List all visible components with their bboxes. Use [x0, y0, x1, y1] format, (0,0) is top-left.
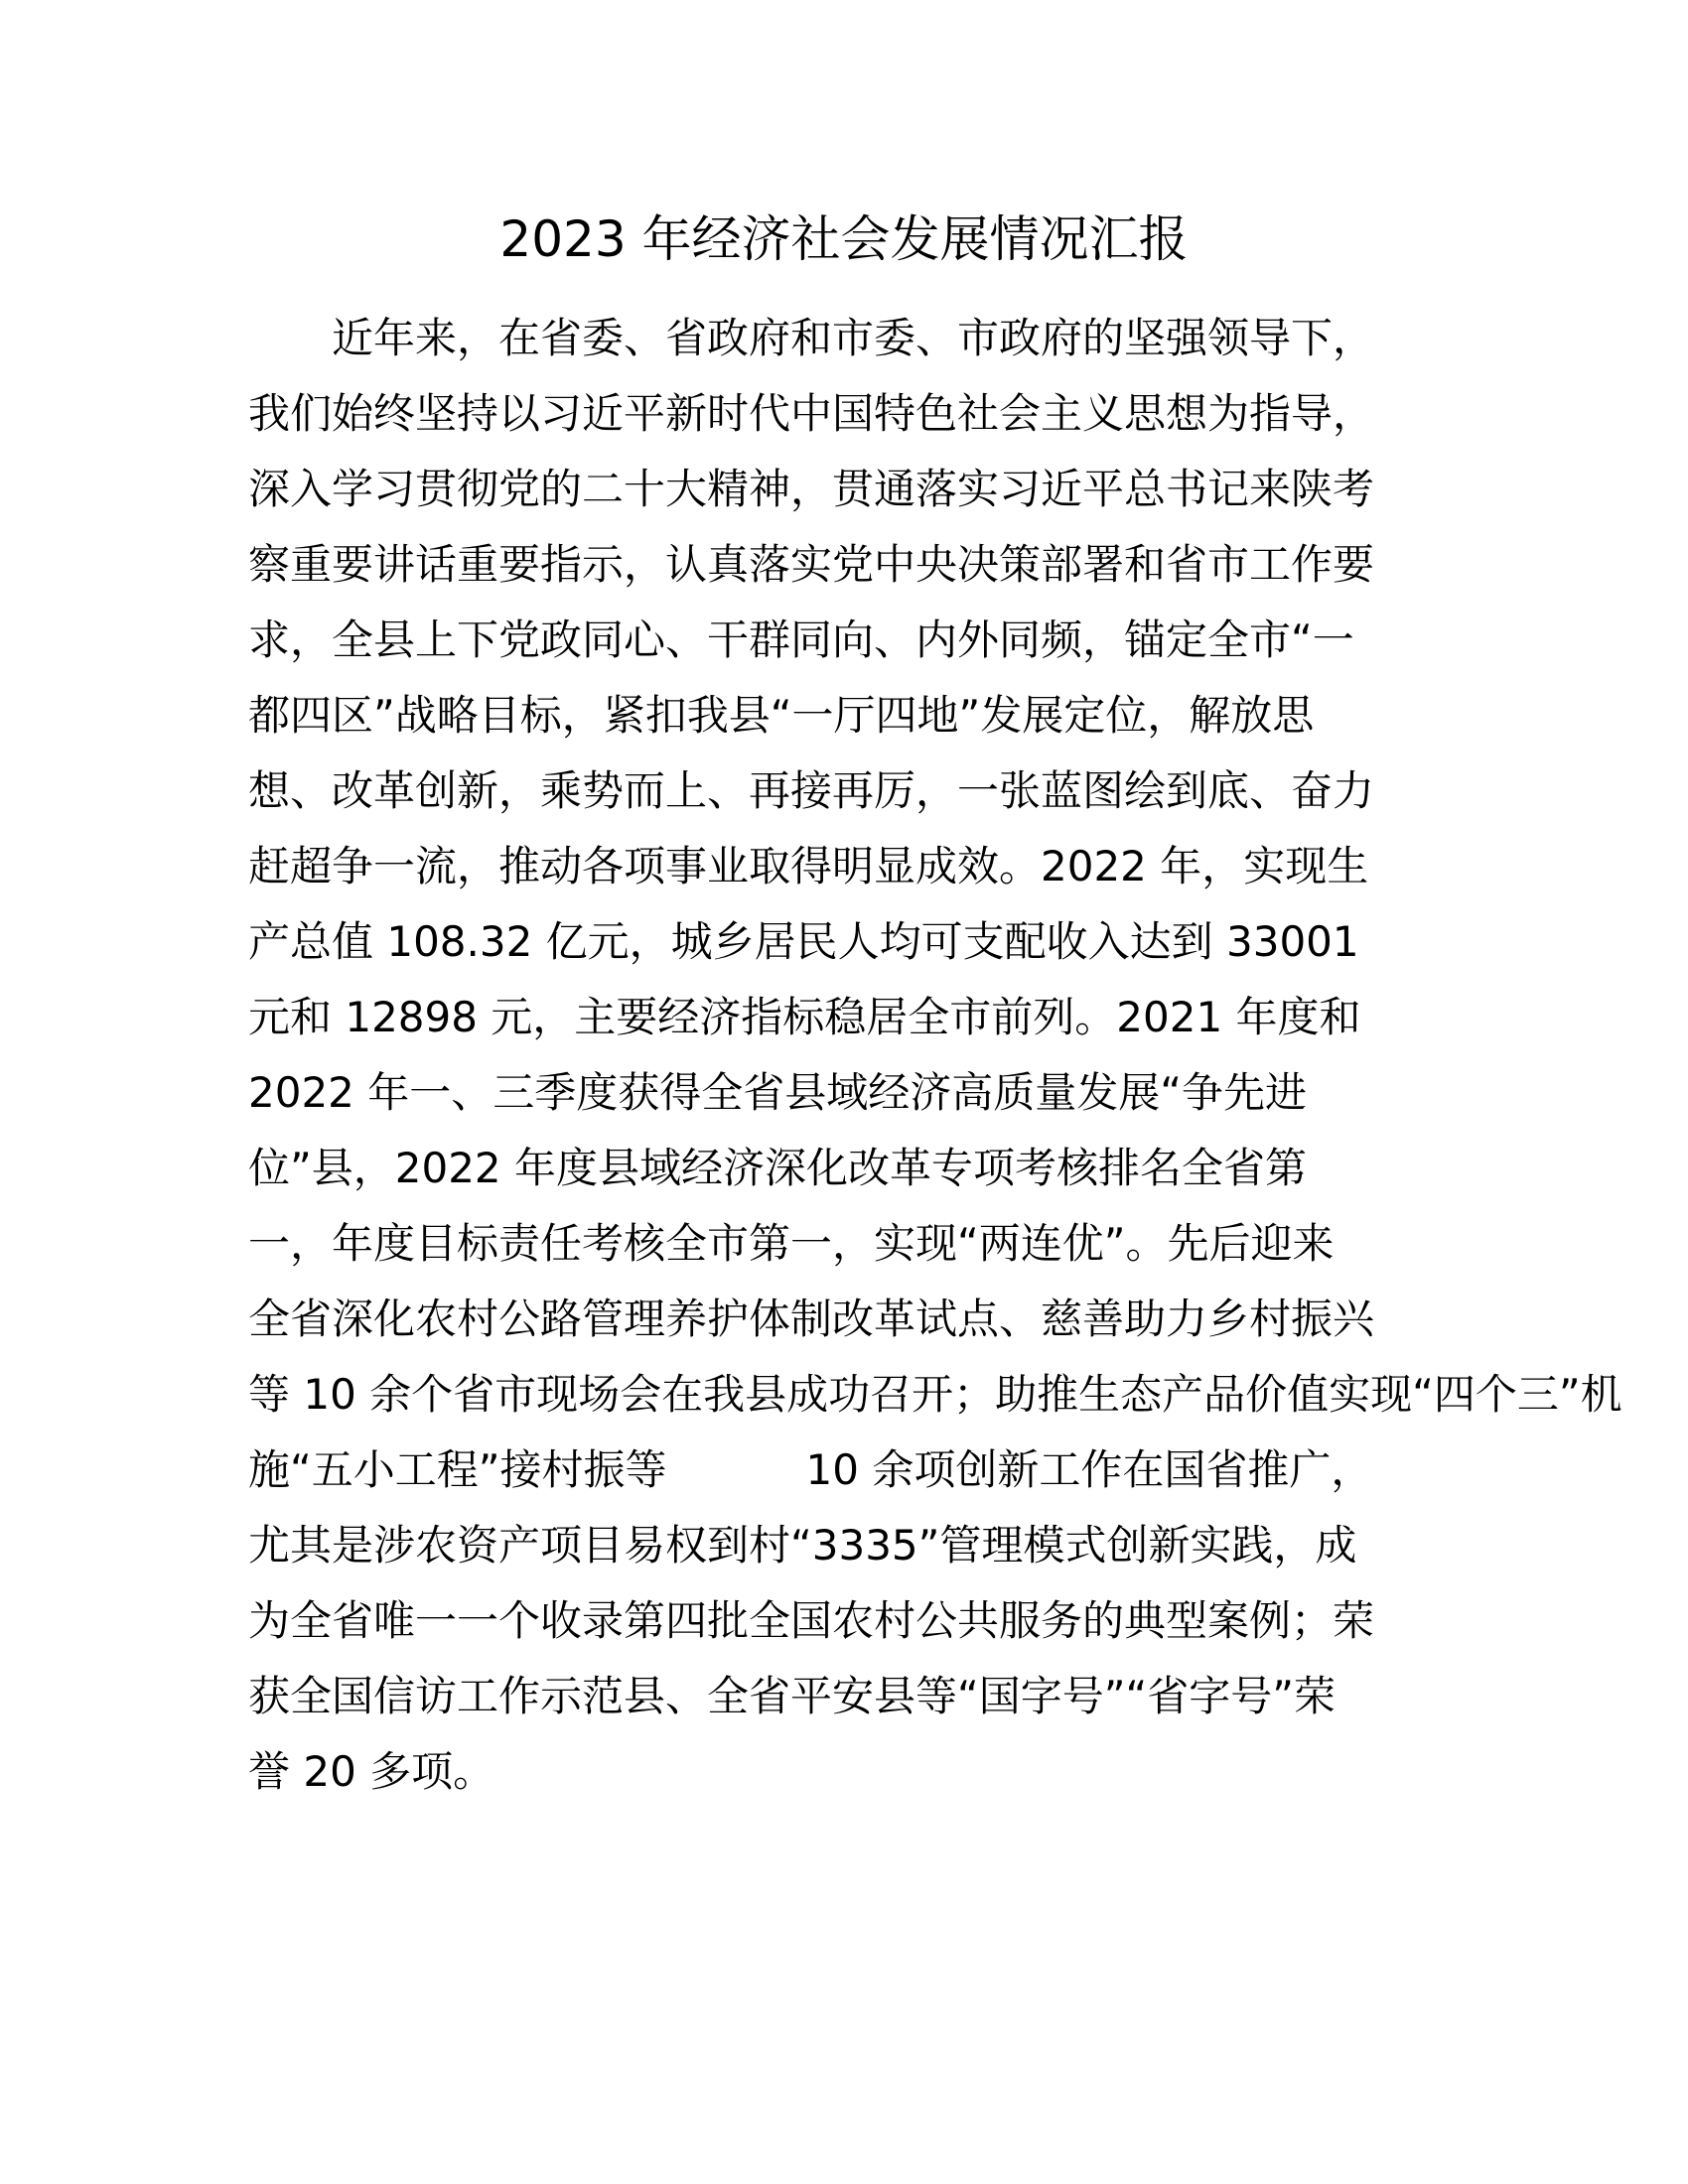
paragraph-line: 2022 年一、三季度获得全省县域经济高质量发展“争先进	[248, 1068, 1307, 1117]
paragraph-line: 近年来，在省委、省政府和市委、市政府的坚强领导下，	[332, 314, 1375, 362]
paragraph-line: 求，全县上下党政同心、干群同向、内外同频，锚定全市“一	[248, 615, 1354, 664]
paragraph-line: 尤其是涉农资产项目易权到村“3335”管理模式创新实践，成	[248, 1521, 1357, 1570]
paragraph-line: 产总值 108.32 亿元，城乡居民人均可支配收入达到 33001	[248, 917, 1359, 966]
paragraph-line-left-part: 施“五小工程”接村振等	[248, 1445, 667, 1494]
paragraph-line: 为全省唯一一个收录第四批全国农村公共服务的典型案例；荣	[248, 1596, 1375, 1645]
paragraph-line-right-part: 10 余项创新工作在国省推广，	[805, 1445, 1373, 1494]
paragraph-line: 察重要讲话重要指示，认真落实党中央决策部署和省市工作要	[248, 540, 1375, 589]
paragraph-line-overflowing: 等 10 余个省市现场会在我县成功召开；助推生态产品价值实现“四个三”机	[248, 1370, 1622, 1419]
paragraph-line: 赶超争一流，推动各项事业取得明显成效。2022 年，实现生	[248, 842, 1369, 890]
paragraph-line: 想、改革创新，乘势而上、再接再厉，一张蓝图绘到底、奋力	[248, 766, 1375, 815]
paragraph-line: 都四区”战略目标，紧扣我县“一厅四地”发展定位，解放思	[248, 691, 1315, 740]
document-title: 2023 年经济社会发展情况汇报	[499, 210, 1189, 268]
paragraph-line: 全省深化农村公路管理养护体制改革试点、慈善助力乡村振兴	[248, 1295, 1375, 1343]
paragraph-line: 元和 12898 元，主要经济指标稳居全市前列。2021 年度和	[248, 993, 1361, 1041]
paragraph-line: 誉 20 多项。	[248, 1747, 495, 1796]
paragraph-line: 获全国信访工作示范县、全省平安县等“国字号”“省字号”荣	[248, 1672, 1336, 1720]
paragraph-line: 深入学习贯彻党的二十大精神，贯通落实习近平总书记来陕考	[248, 465, 1375, 513]
paragraph-line-split	[248, 1440, 1372, 1500]
paragraph-line: 一，年度目标责任考核全市第一，实现“两连优”。先后迎来	[248, 1219, 1335, 1268]
paragraph-line: 位”县，2022 年度县域经济深化改革专项考核排名全省第	[248, 1144, 1307, 1192]
paragraph-line: 我们始终坚持以习近平新时代中国特色社会主义思想为指导，	[248, 389, 1375, 438]
